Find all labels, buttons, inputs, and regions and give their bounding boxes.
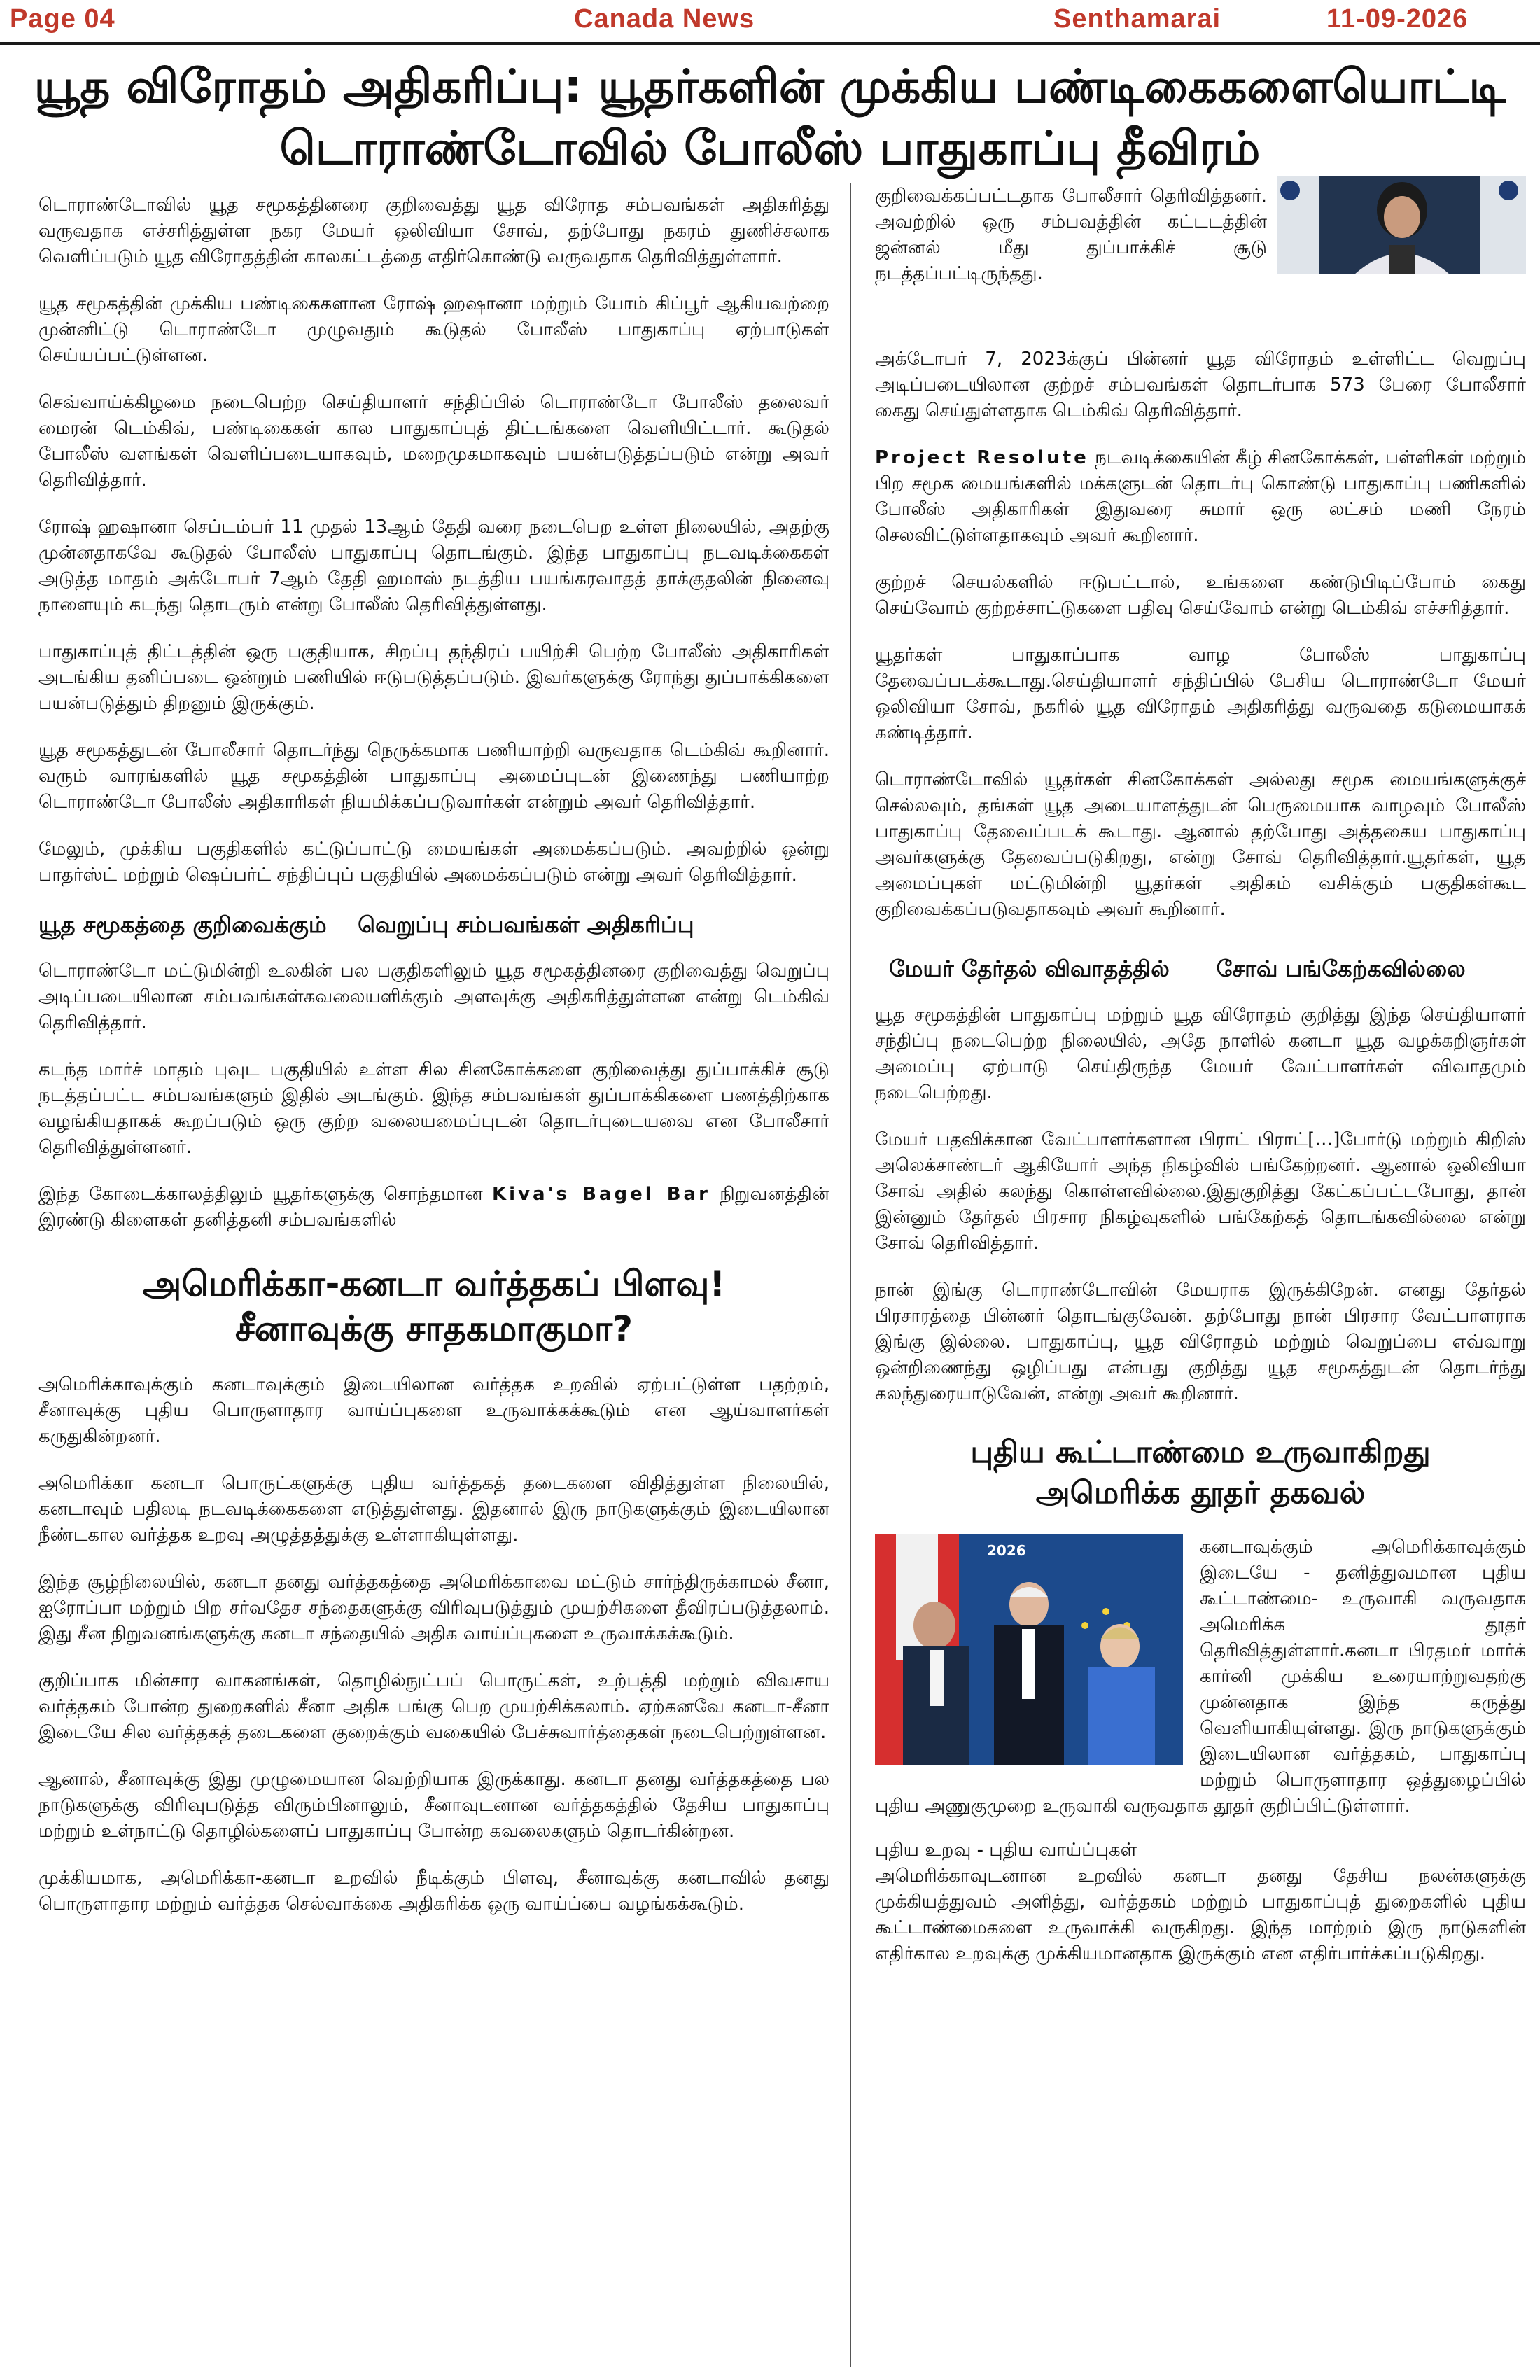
hate-incidents-subheading: யூத சமூகத்தை குறிவைக்கும் வெறுப்பு சம்பவங்கள் அதிகரிப்பு: [38, 911, 694, 938]
right-column-top: [875, 183, 1267, 308]
page-number: Page 04: [10, 4, 115, 34]
kiva-bagel-bar-name: Kiva's Bagel Bar: [492, 1184, 710, 1205]
partnership-body: [875, 1534, 1526, 1967]
project-resolute-name: Project Resolute: [875, 447, 1089, 468]
lead-paragraph: [38, 1182, 830, 1233]
lead-headline-line-2: டொராண்டோவில் போலீஸ் பாதுகாப்பு தீவிரம்: [279, 121, 1261, 175]
lead-continued-paragraph: குறிவைக்கப்பட்டதாக போலீசார் தெரிவித்தனர். அவற்றில் ஒரு சம்பவத்தின் கட்டடத்தின் ஜன்னல் மீது துப்பாக்கிச் சூடு நடத்தப்பட்டிருந்தது.: [875, 186, 1267, 284]
partnership-headline-line-2: அமெரிக்க தூதர் தகவல்: [1035, 1475, 1366, 1511]
kiva-text-after: நிறுவனத்தின் இரண்டு கிளைகள் தனித்தனி சம்பவங்களில்: [38, 1184, 830, 1231]
partnership-final-paragraph: அமெரிக்காவுடனான உறவில் கனடா தனது தேசிய நலன்களுக்கு முக்கியத்துவம் அளித்து, வர்த்தகம் மற்றும் பாதுகாப்புத் துறைகளில் புதிய கூட்டாண்மைகளை உருவாக்கி வருகிறது. இந்த மாற்றம் இரு நாடுகளின் எதிர்கால உறவுக்கு முக்கியமானதாக இருக்கும் என எதிர்பார்க்கப்படுகிறது.: [875, 1865, 1526, 1964]
lead-paragraph: யூத சமூகத்தின் முக்கிய பண்டிகைகளான ரோஷ் ஹஷானா மற்றும் யோம் கிப்பூர் ஆகியவற்றை முன்னிட்டு டொராண்டோ முழுவதும் கூடுதல் போலீஸ் பாதுகாப்பு ஏற்பாடுகள் செய்யப்பட்டுள்ளன.: [38, 293, 830, 366]
debate-paragraph: மேயர் பதவிக்கான வேட்பாளர்களான பிராட் பிராட்[…]போர்டு மற்றும் கிறிஸ் அலெக்சாண்டர் ஆகியோர் அந்த நிகழ்வில் பங்கேற்றனர். ஆனால் ஒலிவியா சோவ் அதில் கலந்து கொள்ளவில்லை.இதுகுறித்து கேட்கப்பட்டபோது, தான் இன்னும் தேர்தல் பிரசார நிகழ்வுகளில் பங்கேற்கத் தொடங்கவில்லை என்று சோவ் தெரிவித்தார்.: [875, 1129, 1526, 1254]
partnership-paragraph: [875, 1534, 1526, 1819]
trade-paragraph: முக்கியமாக, அமெரிக்கா-கனடா உறவில் நீடிக்கும் பிளவு, சீனாவுக்கு கனடாவில் தனது பொருளாதார மற்றும் வர்த்தக செல்வாக்கை அதிகரிக்க ஒரு வாய்ப்பை வழங்கக்கூடும்.: [38, 1868, 830, 1914]
partnership-headline-line-1: புதிய கூட்டாண்மை உருவாகிறது: [970, 1434, 1431, 1470]
lead-paragraph: டொராண்டோவில் யூதர்கள் சினகோக்கள் அல்லது சமூக மையங்களுக்குச் செல்லவும், தங்கள் யூத அடையாளத்துடன் பெருமையாக வாழவும் போலீஸ் பாதுகாப்பு தேவைப்படக் கூடாது. ஆனால் தற்போது அத்தகைய பாதுகாப்பு அவர்களுக்கு தேவைப்படுகிறது, என்று சோவ் தெரிவித்தார்.யூதர்கள், யூத அமைப்புகள் மட்டுமின்றி யூதர்கள் அதிகம் வசிக்கும் பகுதிகள்கூட குறிவைக்கப்படுவதாகவும் அவர் கூறினார்.: [875, 769, 1526, 920]
column-divider: [850, 183, 851, 2367]
issue-date: 11-09-2026: [1326, 4, 1469, 34]
lead-paragraph: பாதுகாப்புத் திட்டத்தின் ஒரு பகுதியாக, சிறப்பு தந்திரப் பயிற்சி பெற்ற போலீஸ் அதிகாரிகள் அடங்கிய தனிப்படை ஒன்றும் பணியில் ஈடுபடுத்தப்படும். இவர்களுக்கு ரோந்து துப்பாக்கிகளை பயன்படுத்தும் திறனும் இருக்கும்.: [38, 641, 830, 714]
right-column: [875, 346, 1526, 1988]
header-rule: [0, 42, 1540, 45]
trade-paragraph: இந்த சூழ்நிலையில், கனடா தனது வர்த்தகத்தை அமெரிக்காவை மட்டும் சார்ந்திருக்காமல் சீனா, ஐரோப்பா மற்றும் பிற சர்வதேச சந்தைகளுக்கு விரிவுபடுத்தும் முயற்சிகளை தீவிரப்படுத்தலாம். இது சீன நிறுவனங்களுக்கு கனடா சந்தையில் அதிக வாய்ப்புகளை உருவாக்கக்கூடும்.: [38, 1572, 830, 1644]
mayor-press-image: [1278, 176, 1526, 274]
debate-paragraph: யூத சமூகத்தின் பாதுகாப்பு மற்றும் யூத விரோதம் குறித்து இந்த செய்தியாளர் சந்திப்பு நடைபெற்ற நிலையில், அதே நாளில் கனடா யூத வழக்கறிஞர்கள் அமைப்பு ஏற்பாடு செய்திருந்த மேயர் வேட்பாளர்கள் விவாதமும் நடைபெற்றது.: [875, 1004, 1526, 1103]
trade-paragraph: அமெரிக்காவுக்கும் கனடாவுக்கும் இடையிலான வர்த்தக உறவில் ஏற்பட்டுள்ள பதற்றம், சீனாவுக்கு புதிய பொருளாதார வாய்ப்புகளை உருவாக்கக்கூடும் என ஆய்வாளர்கள் கருதுகின்றனர்.: [38, 1374, 830, 1447]
lead-headline: [21, 56, 1519, 179]
trade-headline: [38, 1261, 830, 1351]
partnership-wrap: [875, 1534, 1526, 1967]
lead-paragraph: குற்றச் செயல்களில் ஈடுபட்டால், உங்களை கண்டுபிடிப்போம் கைது செய்வோம் குற்றச்சாட்டுகளை பதிவு செய்வோம் என்று டெம்கிவ் எச்சரித்தார்.: [875, 572, 1526, 619]
partnership-cont-text: வெளியாகியுள்ளது. இரு நாடுகளுக்கும் இடையிலான வர்த்தகம், பாதுகாப்பு மற்றும் பொருளாதார ஒத்துழைப்பில் புதிய அணுகுமுறை உருவாகி வருவதாக தூதர் குறிப்பிட்டுள்ளார்.: [875, 1718, 1526, 1816]
lead-paragraph: செவ்வாய்க்கிழமை நடைபெற்ற செய்தியாளர் சந்திப்பில் டொராண்டோ போலீஸ் தலைவர் மைரன் டெம்கிவ், பண்டிகைகள் கால பாதுகாப்புத் திட்டங்களை வெளியிட்டார். கூடுதல் போலீஸ் வளங்கள் வெளிப்படையாகவும், மறைமுகமாகவும் பயன்படுத்தப்படும் என்று அவர் தெரிவித்தார்.: [38, 392, 830, 491]
lead-paragraph: அக்டோபர் 7, 2023க்குப் பின்னர் யூத விரோதம் உள்ளிட்ட வெறுப்பு அடிப்படையிலான குற்றச் சம்பவங்கள் தொடர்பாக 573 பேரை போலீசார் கைது செய்துள்ளதாக டெம்கிவ் தெரிவித்தார்.: [875, 349, 1526, 421]
trade-headline-line-2: சீனாவுக்கு சாதகமாகுமா?: [235, 1308, 633, 1349]
trade-paragraph: அமெரிக்கா கனடா பொருட்களுக்கு புதிய வர்த்தகத் தடைகளை விதித்துள்ள நிலையில், கனடாவும் பதிலடி நடவடிக்கைகளை எடுத்துள்ளது. இதனால் இரு நாடுகளுக்கும் இடையிலான நீண்டகால வர்த்தக உறவு அழுத்தத்துக்கு உள்ளாகியுள்ளது.: [38, 1473, 830, 1546]
mayor-press-photo: [1278, 176, 1526, 274]
lead-paragraph: கடந்த மார்ச் மாதம் புவுட பகுதியில் உள்ள சில சினகோக்களை குறிவைத்து துப்பாக்கிச் சூடு நடத்தப்பட்ட சம்பவங்களும் இதில் அடங்கும். இந்த சம்பவங்கள் துப்பாக்கிகளை பணத்திற்காக வழங்கியதாகக் கூறப்படும் ஒரு குற்ற வலையமைப்புடன் தொடர்புடையவை என போலீசார் தெரிவித்துள்ளனர்.: [38, 1059, 830, 1158]
page-header: [0, 0, 1540, 45]
lead-paragraph: [875, 445, 1526, 549]
debate-paragraph: நான் இங்கு டொராண்டோவின் மேயராக இருக்கிறேன். எனது தேர்தல் பிரசாரத்தை பின்னர் தொடங்குவேன். தற்போது நான் பிரசார வேட்பாளராக இங்கு இல்லை. பாதுகாப்பு, யூத விரோதம் மற்றும் வெறுப்பை எவ்வாறு ஒன்றிணைந்து ஒழிப்பது என்பது குறித்து யூத சமூகத்துடன் தொடர்ந்து கலந்துரையாடுவேன், என்று அவர் கூறினார்.: [875, 1280, 1526, 1404]
lead-paragraph: மேலும், முக்கிய பகுதிகளில் கட்டுப்பாட்டு மையங்கள் அமைக்கப்படும். அவற்றில் ஒன்று பாதர்ஸ்ட் மற்றும் ஷெப்பர்ட் சந்திப்புப் பகுதியில் அமைக்கப்படும் என்று அவர் தெரிவித்தார்.: [38, 839, 830, 886]
lead-headline-line-1: யூத விரோதம் அதிகரிப்பு: யூதர்களின் முக்கிய பண்டிகைகளையொட்டி: [34, 59, 1506, 113]
kiva-text-before: இந்த கோடைக்காலத்திலும் யூதர்களுக்கு சொந்தமான: [38, 1184, 483, 1205]
partnership-label: புதிய உறவு - புதிய வாய்ப்புகள்: [875, 1840, 1138, 1861]
debate-subheading: மேயர் தேர்தல் விவாதத்தில் சோவ் பங்கேற்கவில்லை: [889, 955, 1466, 982]
section-name: Canada News: [574, 4, 755, 34]
newspaper-name: Senthamarai: [1054, 4, 1222, 34]
partnership-wrap-text: கனடாவுக்கும் அமெரிக்காவுக்கும் இடையே - தனித்துவமான புதிய கூட்டாண்மை- உருவாகி வருவதாக அமெரிக்க தூதர் தெரிவித்துள்ளார்.கனடா பிரதமர் மார்க் கார்னி முக்கிய உரையாற்றுவதற்கு முன்னதாக இந்த கருத்து: [1200, 1536, 1526, 1713]
lead-paragraph: டொராண்டோவில் யூத சமூகத்தினரை குறிவைத்து யூத விரோத சம்பவங்கள் அதிகரித்து வருவதாக எச்சரித்துள்ள நகர மேயர் ஒலிவியா சோவ், தற்போது நகரம் துணிச்சலாக வெளிப்படும் யூத விரோதத்தின் காலகட்டத்தை எதிர்கொண்டு வருவதாக தெரிவித்துள்ளார்.: [38, 195, 830, 267]
trade-paragraph: ஆனால், சீனாவுக்கு இது முழுமையான வெற்றியாக இருக்காது. கனடா தனது வர்த்தகத்தை பல நாடுகளுக்கு விரிவுபடுத்த விரும்பினாலும், சீனாவுடனான வர்த்தகத்தில் தேசிய பாதுகாப்பு மற்றும் உள்நாட்டு தொழில்களைப் பாதுகாப்பு போன்ற கவலைகளும் தொடர்கின்றன.: [38, 1769, 830, 1842]
photo-sign-text: 2026: [987, 1542, 1026, 1559]
partnership-headline: [875, 1432, 1526, 1513]
lead-paragraph: யூதர்கள் பாதுகாப்பாக வாழ போலீஸ் பாதுகாப்பு தேவைப்படக்கூடாது.செய்தியாளர் சந்திப்பில் பேசிய டொராண்டோ மேயர் ஒலிவியா சோவ், நகரில் யூத விரோதம் அதிகரித்து வருவதை கடுமையாகக் கண்டித்தார்.: [875, 645, 1526, 743]
left-column: [38, 192, 830, 1938]
lead-paragraph: ரோஷ் ஹஷானா செப்டம்பர் 11 முதல் 13ஆம் தேதி வரை நடைபெற உள்ள நிலையில், அதற்கு முன்னதாகவே கூடுதல் போலீஸ் பாதுகாப்பு தொடங்கும். இந்த பாதுகாப்பு நடவடிக்கைகள் அடுத்த மாதம் அக்டோபர் 7ஆம் தேதி ஹமாஸ் நடத்திய பயங்கரவாதத் தாக்குதலின் நினைவு நாளையும் கடந்து தொடரும் என்று போலீஸ் தெரிவித்துள்ளது.: [38, 517, 830, 615]
trade-paragraph: குறிப்பாக மின்சார வாகனங்கள், தொழில்நுட்பப் பொருட்கள், உற்பத்தி மற்றும் விவசாய வர்த்தகம் போன்ற துறைகளில் சீனா அதிக பங்கு பெற முயற்சிக்கலாம். ஏற்கனவே கனடா-சீனா இடையே சில வர்த்தகத் தடைகளை குறைக்கும் வகையில் பேச்சுவார்த்தைகள் நடைபெற்றுள்ளன.: [38, 1670, 830, 1743]
lead-paragraph: டொராண்டோ மட்டுமின்றி உலகின் பல பகுதிகளிலும் யூத சமூகத்தினரை குறிவைத்து வெறுப்பு அடிப்படையிலான சம்பவங்கள்கவலையளிக்கும் அளவுக்கு அதிகரித்துள்ளன என்று டெம்கிவ் தெரிவித்தார்.: [38, 960, 830, 1033]
project-resolute-text: நடவடிக்கையின் கீழ் சினகோக்கள், பள்ளிகள் மற்றும் பிற சமூக மையங்களில் மக்களுடன் தொடர்பு கொண்டு பாதுகாப்பு பணிகளில் போலீஸ் அதிகாரிகள் இதுவரை சுமார் ஒரு லட்சம் மணி நேரம் செலவிட்டுள்ளதாகவும் அவர் கூறினார்.: [875, 447, 1527, 546]
trade-headline-line-1: அமெரிக்கா-கனடா வர்த்தகப் பிளவு!: [142, 1264, 726, 1304]
lead-paragraph: யூத சமூகத்துடன் போலீசார் தொடர்ந்து நெருக்கமாக பணியாற்றி வருவதாக டெம்கிவ் கூறினார். வரும் வாரங்களில் யூத சமூகத்தின் பாதுகாப்பு அமைப்புடன் இணைந்து பணியாற்ற டொராண்டோ போலீஸ் அதிகாரிகள் நியமிக்கப்படுவார்கள் என்றும் அவர் தெரிவித்தார்.: [38, 740, 830, 813]
